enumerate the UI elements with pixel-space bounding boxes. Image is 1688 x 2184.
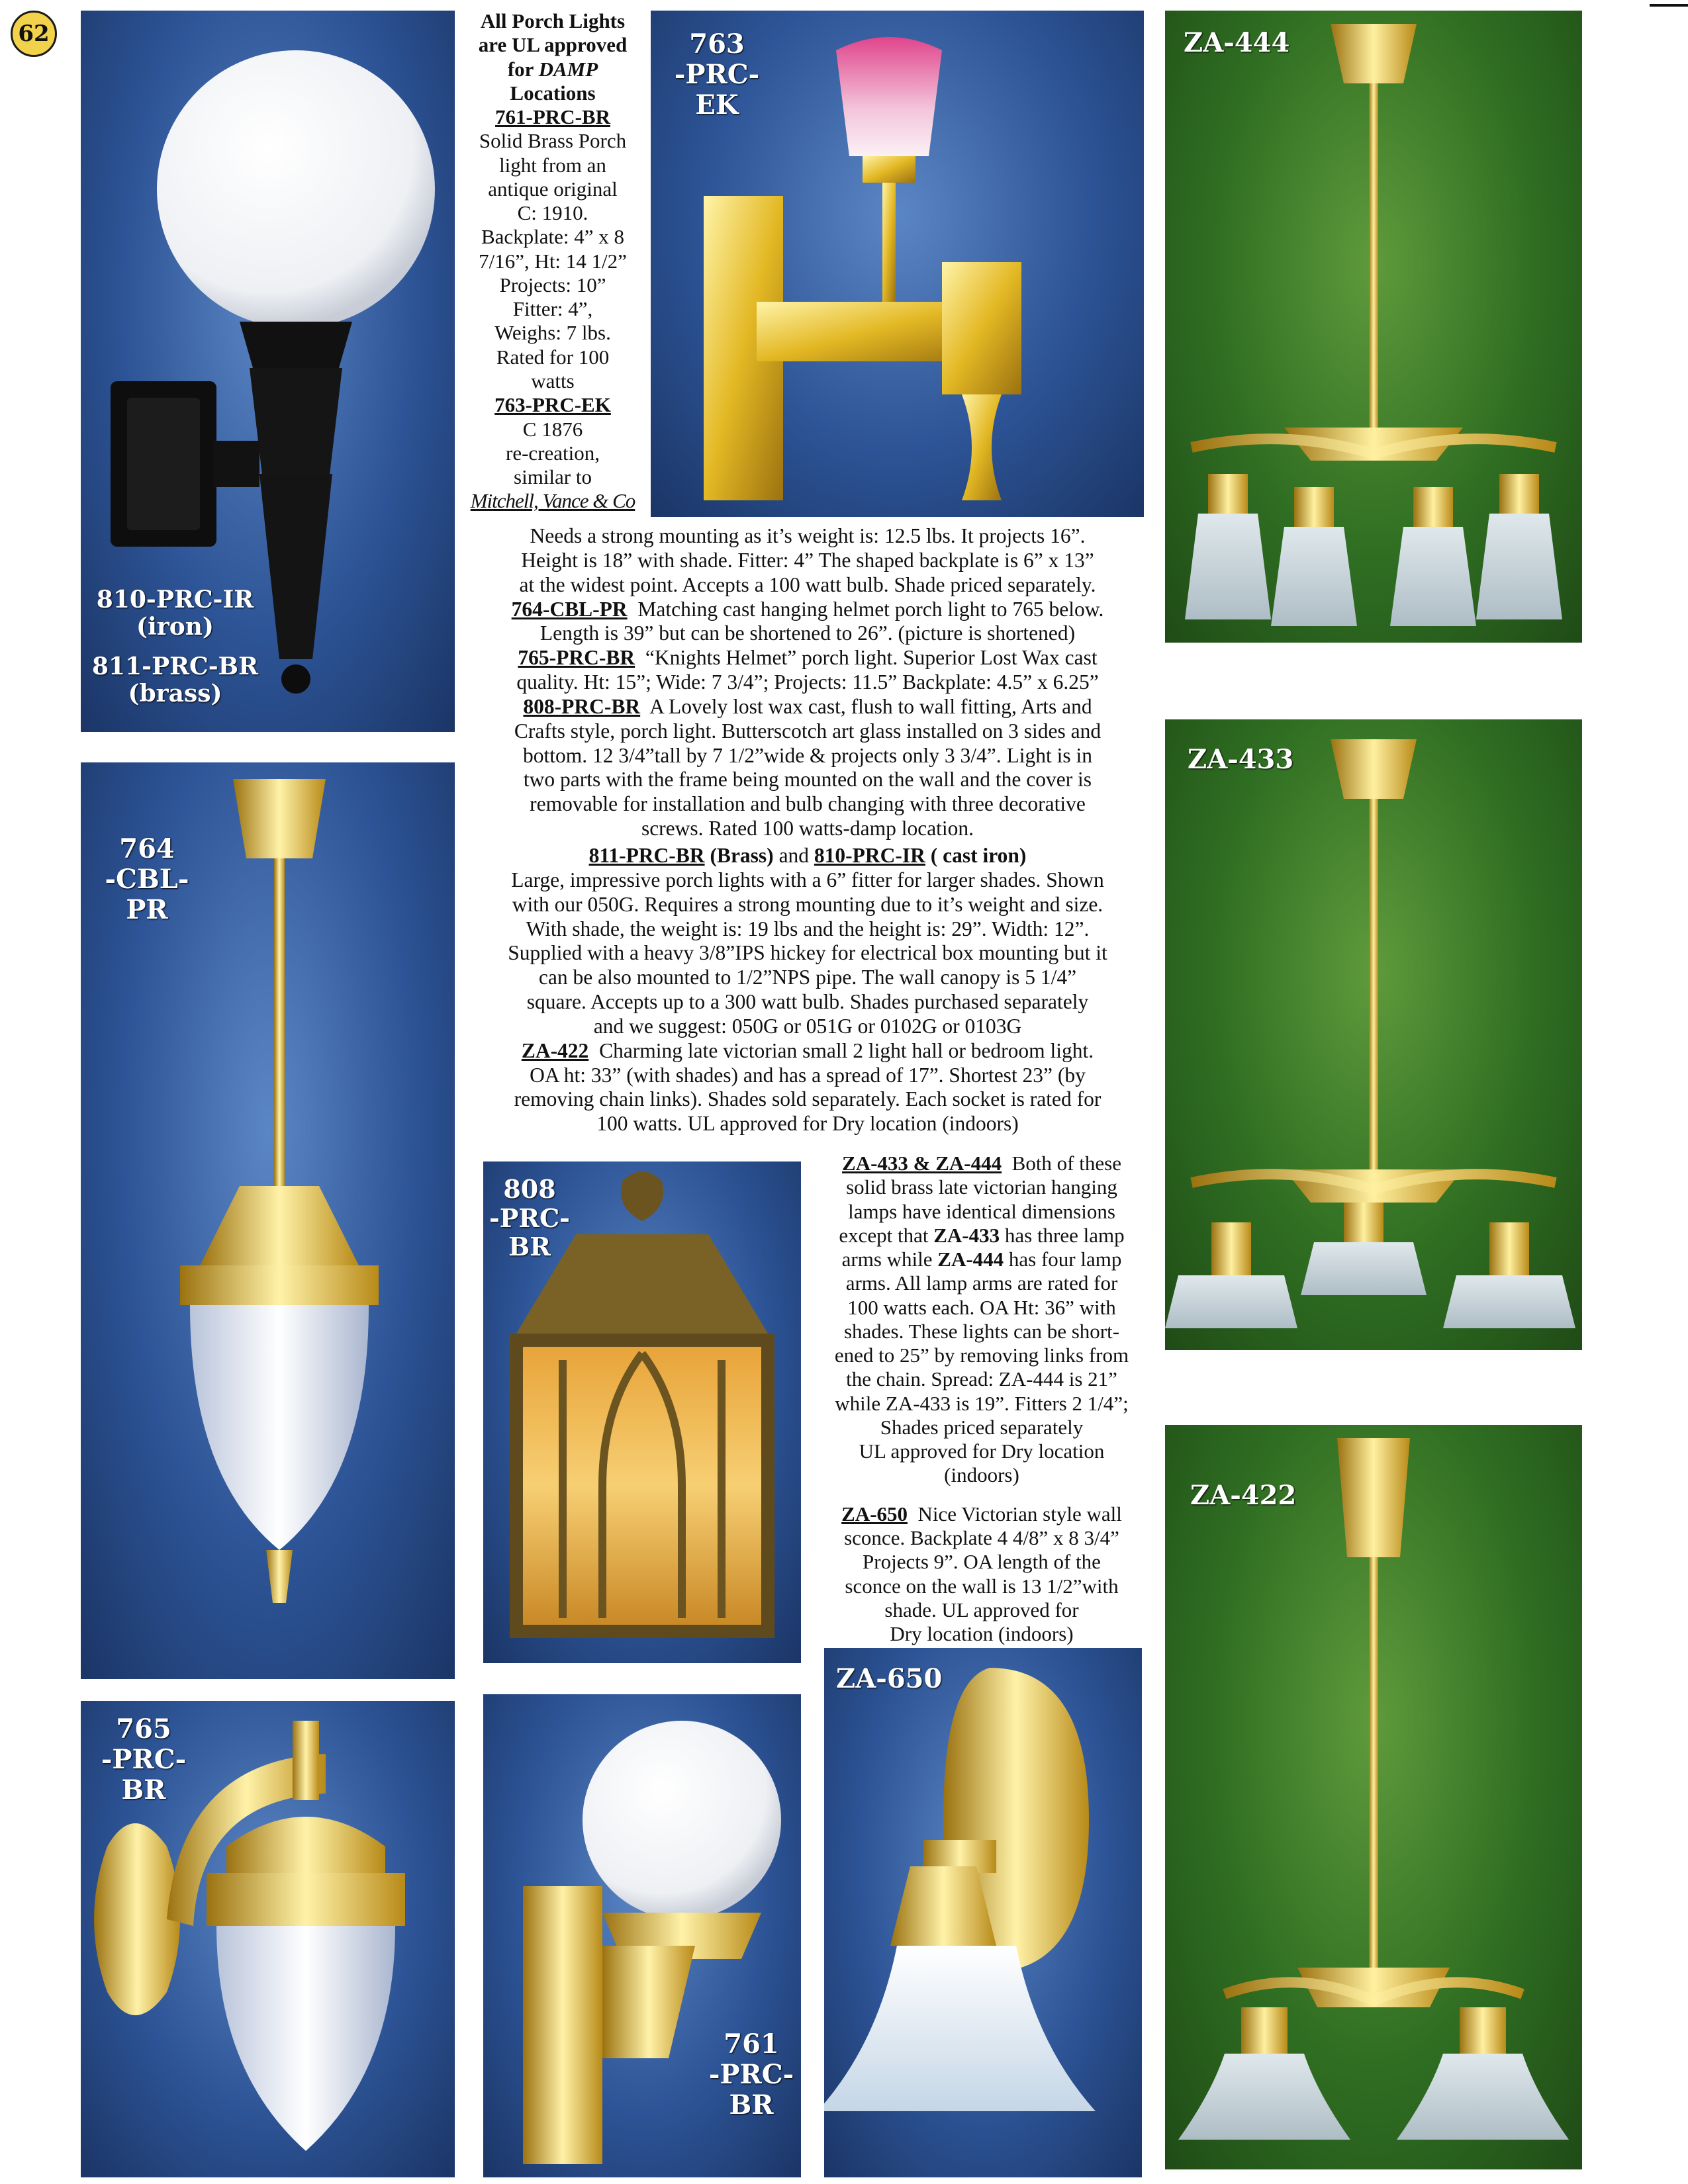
desc-za433-l4-pre: arms while [841, 1248, 933, 1271]
desc-764-line-1 [463, 598, 1152, 622]
panel-za-650 [824, 1648, 1142, 2177]
victorian-wall-sconce-image [824, 1648, 1142, 2177]
ul-heading-line-3 [457, 58, 649, 81]
code-811-prc-br: 811-PRC-BR [588, 843, 705, 867]
desc-765-line-1 [463, 646, 1152, 670]
desc-za650-line-1 [803, 1502, 1160, 1526]
code-810-prc-ir: 810-PRC-IR [814, 843, 925, 867]
desc-za422-text-1: Charming late victorian small 2 light hall or bedroom light. [599, 1038, 1094, 1062]
desc-761-line-0: Solid Brass Porch [479, 129, 627, 153]
desc-764-text-1: Matching cast hanging helmet porch light to 765 below. [637, 597, 1104, 621]
label-765-prc-br: 765 -PRC- BR [101, 1713, 187, 1805]
desc-811-and: and [778, 843, 810, 867]
panel-761-prc-br [483, 1694, 801, 2177]
desc-za433-line-c [803, 1224, 1160, 1248]
desc-761-line-10: watts [531, 369, 575, 392]
label-808-prc-br: 808 -PRC- BR [489, 1174, 570, 1262]
desc-761-line-1: light from an [499, 153, 606, 177]
ul-heading-line-2: are UL approved [478, 33, 628, 57]
label-za-422: ZA-422 [1190, 1480, 1297, 1511]
code-za-650: ZA-650 [841, 1502, 908, 1525]
desc-za650-line-e: Dry location (indoors) [890, 1622, 1074, 1646]
desc-za650-text-1: Nice Victorian style wall [917, 1502, 1122, 1525]
four-arm-chandelier-image [1165, 11, 1582, 643]
code-za-422: ZA-422 [521, 1038, 589, 1062]
za-433-444-650-column [803, 1152, 1160, 1646]
desc-za650-line-d: shade. UL approved for [884, 1598, 1079, 1621]
maker-mitchell-vance: Mitchell, Vance & Co [470, 489, 635, 513]
desc-za433-l3-bold: ZA-433 [933, 1223, 1000, 1247]
panel-765-prc-br [81, 1701, 455, 2177]
desc-763-cont-0: Needs a strong mounting as it’s weight is: 12.5 lbs. It projects 16”. [530, 524, 1086, 547]
desc-808-line-1 [463, 695, 1152, 719]
three-arm-chandelier-image [1165, 719, 1582, 1350]
ul-heading-line-1: All Porch Lights [480, 9, 626, 32]
desc-za433-l3-post: has three lamp [1004, 1223, 1125, 1247]
page-number-badge: 62 [11, 11, 57, 57]
desc-763-cont-1: Height is 18” with shade. Fitter: 4” The shaped backplate is 6” x 13” [521, 548, 1094, 572]
desc-za433-l4-post: has four lamp [1008, 1248, 1122, 1271]
desc-811-line-2: With shade, the weight is: 19 lbs and the height is: 29”. Width: 12”. [526, 917, 1090, 940]
desc-za433-line-1 [803, 1152, 1160, 1175]
desc-761-line-6: Projects: 10” [499, 273, 606, 296]
desc-za422-line-a: OA ht: 33” (with shades) and has a spread of 17”. Shortest 23” (by [530, 1063, 1086, 1087]
desc-811-heading [463, 844, 1152, 868]
ul-heading-line-4: Locations [510, 81, 596, 105]
desc-765-line-2: quality. Ht: 15”; Wide: 7 3/4”; Projects: 11.5” Backplate: 4.5” x 6.25” [516, 670, 1099, 694]
code-761-prc-br: 761-PRC-BR [495, 105, 610, 129]
desc-761-line-4: Backplate: 4” x 8 [481, 225, 625, 249]
panel-za-433 [1165, 719, 1582, 1350]
panel-763-prc-ek [651, 11, 1144, 517]
desc-808-line-b: bottom. 12 3/4”tall by 7 1/2”wide & projects only 3 3/4”. Light is in [522, 743, 1093, 767]
desc-808-line-a: Crafts style, porch light. Butterscotch art glass installed on 3 sides and [514, 719, 1102, 743]
label-810-prc-ir: 810-PRC-IR [96, 586, 254, 614]
label-761-prc-br: 761 -PRC- BR [708, 2028, 794, 2120]
desc-za433-line-e: arms. All lamp arms are rated for [845, 1271, 1118, 1295]
panel-za-444 [1165, 11, 1582, 643]
desc-za422-line-c: 100 watts. UL approved for Dry location (indoors) [596, 1112, 1019, 1136]
panel-764-cbl-pr [81, 762, 455, 1679]
desc-za433-line-l: UL approved for Dry location [859, 1439, 1105, 1463]
desc-763-line-0: C 1876 [522, 417, 583, 441]
desc-763-line-2: similar to [514, 465, 592, 489]
label-811-prc-br: 811-PRC-BR [91, 652, 258, 680]
desc-811-line-6: and we suggest: 050G or 051G or 0102G or 0103G [593, 1014, 1022, 1038]
desc-808-line-c: two parts with the frame being mounted on the wall and the cover is [523, 768, 1092, 792]
desc-za650-line-c: sconce on the wall is 13 1/2”with [845, 1574, 1119, 1598]
panel-810-811 [81, 11, 455, 732]
desc-za433-line-j: while ZA-433 is 19”. Fitters 2 1/4”; [835, 1391, 1129, 1415]
desc-za433-line-f: 100 watts each. OA Ht: 36” with [847, 1295, 1116, 1319]
desc-za433-line-k: Shades priced separately [880, 1415, 1084, 1439]
desc-811-line-1: with our 050G. Requires a strong mounting due to it’s weight and size. [512, 892, 1103, 916]
panel-808-prc-br [483, 1161, 801, 1663]
desc-765-text-1: “Knights Helmet” porch light. Superior Lost Wax cast [645, 646, 1098, 670]
label-764-cbl-pr: 764 -CBL- PR [105, 833, 189, 925]
desc-za433-line-h: ened to 25” by removing links from [834, 1343, 1129, 1367]
desc-811-brass: (Brass) [710, 843, 774, 867]
desc-za433-l4-bold: ZA-444 [937, 1248, 1004, 1271]
desc-763-line-1: re-creation, [506, 441, 600, 465]
label-za-650: ZA-650 [836, 1663, 943, 1694]
desc-761-line-7: Fitter: 4”, [512, 297, 593, 321]
code-763-prc-ek: 763-PRC-EK [494, 393, 611, 417]
porch-lights-intro-column [457, 9, 649, 514]
label-811-brass: (brass) [128, 680, 222, 708]
code-764-cbl-pr: 764-CBL-PR [511, 597, 628, 621]
panel-za-422 [1165, 1425, 1582, 2169]
label-za-433: ZA-433 [1188, 744, 1294, 775]
label-763-prc-ek: 763 -PRC- EK [674, 28, 760, 120]
desc-761-line-5: 7/16”, Ht: 14 1/2” [479, 249, 627, 273]
desc-za433-l3-pre: except that [839, 1223, 929, 1247]
desc-811-line-4: can be also mounted to 1/2”NPS pipe. The wall canopy is 5 1/4” [538, 966, 1077, 989]
desc-811-line-3: Supplied with a heavy 3/8”IPS hickey for electrical box mounting but it [508, 941, 1107, 965]
desc-za433-line-b: lamps have identical dimensions [848, 1199, 1115, 1223]
ul-heading-damp: DAMP [538, 57, 598, 81]
desc-za433-line-i: the chain. Spread: ZA-444 is 21” [846, 1367, 1117, 1391]
desc-810-cast-iron: ( cast iron) [930, 843, 1027, 867]
desc-za422-line-1 [463, 1039, 1152, 1064]
product-descriptions-block [463, 524, 1152, 1136]
two-arm-hall-light-image [1165, 1425, 1582, 2169]
desc-za650-line-a: sconce. Backplate 4 4/8” x 8 3/4” [844, 1525, 1119, 1549]
desc-761-line-9: Rated for 100 [496, 345, 610, 369]
code-za-433-444: ZA-433 & ZA-444 [842, 1152, 1002, 1175]
corner-mark [1650, 4, 1688, 7]
desc-763-cont-2: at the widest point. Accepts a 100 watt bulb. Shade priced separately. [519, 572, 1096, 596]
desc-za650-line-b: Projects 9”. OA length of the [863, 1550, 1101, 1574]
desc-764-line-2: Length is 39” but can be shortened to 26”. (picture is shortened) [539, 621, 1076, 645]
label-810-iron: (iron) [136, 613, 214, 641]
label-za-444: ZA-444 [1184, 27, 1290, 58]
desc-761-line-2: antique original [488, 177, 618, 201]
ul-heading-for: for [507, 57, 534, 81]
desc-808-line-e: screws. Rated 100 watts-damp location. [641, 817, 974, 841]
desc-761-line-3: C: 1910. [517, 201, 588, 225]
code-808-prc-br: 808-PRC-BR [523, 694, 641, 718]
desc-811-line-5: square. Accepts up to a 300 watt bulb. Shades purchased separately [526, 990, 1089, 1014]
desc-761-line-8: Weighs: 7 lbs. [494, 321, 611, 345]
desc-za433-line-m: (indoors) [944, 1463, 1019, 1487]
desc-za433-line-g: shades. These lights can be short- [843, 1319, 1120, 1343]
desc-za433-line-d [803, 1248, 1160, 1271]
desc-808-line-d: removable for installation and bulb changing with three decorative [530, 792, 1086, 816]
desc-za433-text-1: Both of these [1011, 1152, 1121, 1175]
code-765-prc-br: 765-PRC-BR [518, 646, 635, 670]
desc-za422-line-b: removing chain links). Shades sold separately. Each socket is rated for [514, 1087, 1102, 1111]
desc-za433-line-a: solid brass late victorian hanging [846, 1175, 1117, 1199]
desc-811-line-0: Large, impressive porch lights with a 6” fitter for larger shades. Shown [511, 868, 1104, 891]
desc-808-text-1: A Lovely lost wax cast, flush to wall fitting, Arts and [649, 694, 1092, 718]
